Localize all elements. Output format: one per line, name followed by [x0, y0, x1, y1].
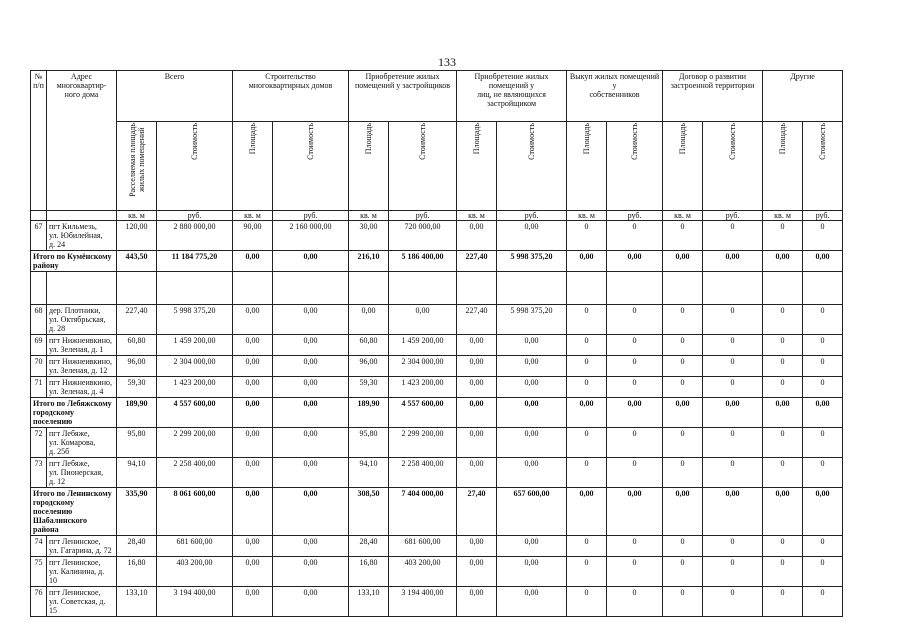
- row-number: 75: [31, 557, 47, 587]
- value-cell: 0,00: [663, 398, 703, 428]
- value-cell: 0: [567, 587, 607, 617]
- value-cell: 0: [663, 536, 703, 557]
- value-cell: 3 194 400,00: [157, 587, 233, 617]
- value-cell: 0: [567, 458, 607, 488]
- empty-cell: [457, 272, 497, 305]
- empty-cell: [233, 272, 273, 305]
- units-blank: [31, 211, 47, 221]
- value-cell: 0,00: [607, 398, 663, 428]
- value-cell: 0,00: [703, 251, 763, 272]
- value-cell: 227,40: [457, 251, 497, 272]
- value-cell: 0: [567, 536, 607, 557]
- value-cell: 189,90: [117, 398, 157, 428]
- value-cell: 0,00: [233, 458, 273, 488]
- value-cell: 0,00: [567, 398, 607, 428]
- sub-header-13: Стоимость: [803, 122, 843, 211]
- value-cell: 0: [763, 428, 803, 458]
- value-cell: 227,40: [457, 305, 497, 335]
- value-cell: 0: [763, 458, 803, 488]
- row-number: 74: [31, 536, 47, 557]
- value-cell: 0,00: [457, 356, 497, 377]
- table-row: [31, 458, 843, 488]
- unit-cell: руб.: [389, 211, 457, 221]
- row-address: пгт Ленинское, ул. Калинина, д. 10: [47, 557, 117, 587]
- value-cell: 2 299 200,00: [389, 428, 457, 458]
- value-cell: 0,00: [703, 398, 763, 428]
- total-row: [31, 398, 843, 428]
- empty-cell: [497, 272, 567, 305]
- value-cell: 0,00: [457, 587, 497, 617]
- value-cell: 0,00: [457, 377, 497, 398]
- value-cell: 0,00: [497, 398, 567, 428]
- value-cell: 0: [803, 305, 843, 335]
- value-cell: 59,30: [349, 377, 389, 398]
- row-address: пгт Нижнеивкино, ул. Зеленая, д. 1: [47, 335, 117, 356]
- value-cell: 2 258 400,00: [389, 458, 457, 488]
- value-cell: 0,00: [273, 305, 349, 335]
- value-cell: 0,00: [567, 488, 607, 536]
- group-header-other: Другие: [763, 71, 843, 122]
- value-cell: 1 423 200,00: [157, 377, 233, 398]
- value-cell: 0,00: [497, 377, 567, 398]
- value-cell: 0: [763, 221, 803, 251]
- sub-header-2: Площадь: [233, 122, 273, 211]
- value-cell: 0: [703, 587, 763, 617]
- value-cell: 0: [703, 335, 763, 356]
- value-cell: 28,40: [349, 536, 389, 557]
- value-cell: 0: [567, 557, 607, 587]
- group-header-buyout: Выкуп жилых помещений у собственников: [567, 71, 663, 122]
- value-cell: 95,80: [117, 428, 157, 458]
- value-cell: 0: [607, 335, 663, 356]
- value-cell: 0: [663, 335, 703, 356]
- total-row: [31, 488, 843, 536]
- value-cell: 0: [663, 587, 703, 617]
- value-cell: 0: [803, 557, 843, 587]
- value-cell: 0,00: [233, 428, 273, 458]
- value-cell: 0,00: [233, 587, 273, 617]
- value-cell: 2 304 000,00: [157, 356, 233, 377]
- empty-cell: [31, 272, 47, 305]
- value-cell: 0: [663, 428, 703, 458]
- unit-cell: кв. м: [763, 211, 803, 221]
- value-cell: 0: [607, 377, 663, 398]
- value-cell: 0: [607, 428, 663, 458]
- value-cell: 95,80: [349, 428, 389, 458]
- value-cell: 4 557 600,00: [389, 398, 457, 428]
- total-label: Итого по Кумёнскому району: [31, 251, 117, 272]
- value-cell: 0: [607, 587, 663, 617]
- value-cell: 0,00: [273, 536, 349, 557]
- value-cell: 0,00: [273, 428, 349, 458]
- empty-cell: [567, 272, 607, 305]
- value-cell: 657 600,00: [497, 488, 567, 536]
- table-row: [31, 221, 843, 251]
- value-cell: 0,00: [763, 251, 803, 272]
- value-cell: 0,00: [457, 557, 497, 587]
- sub-header-6: Площадь: [457, 122, 497, 211]
- row-number: 72: [31, 428, 47, 458]
- value-cell: 2 160 000,00: [273, 221, 349, 251]
- value-cell: 0: [567, 305, 607, 335]
- total-row: [31, 251, 843, 272]
- value-cell: 0,00: [273, 488, 349, 536]
- row-address: пгт Кильмезь, ул. Юбилейная, д. 24: [47, 221, 117, 251]
- value-cell: 59,30: [117, 377, 157, 398]
- value-cell: 0: [663, 377, 703, 398]
- value-cell: 16,80: [349, 557, 389, 587]
- unit-cell: кв. м: [117, 211, 157, 221]
- value-cell: 0,00: [763, 398, 803, 428]
- value-cell: 0,00: [233, 398, 273, 428]
- value-cell: 0: [663, 458, 703, 488]
- total-label: Итого по Ленинскому городскому поселению Шабалинского района: [31, 488, 117, 536]
- table-row: [31, 305, 843, 335]
- sub-header-5: Стоимость: [389, 122, 457, 211]
- value-cell: 5 998 375,20: [157, 305, 233, 335]
- value-cell: 0: [803, 335, 843, 356]
- value-cell: 0: [703, 557, 763, 587]
- value-cell: 0,00: [497, 428, 567, 458]
- value-cell: 120,00: [117, 221, 157, 251]
- unit-cell: руб.: [157, 211, 233, 221]
- value-cell: 0,00: [567, 251, 607, 272]
- value-cell: 0,00: [233, 335, 273, 356]
- table-row: [31, 587, 843, 617]
- value-cell: 0,00: [457, 458, 497, 488]
- value-cell: 0,00: [607, 251, 663, 272]
- table-row: [31, 377, 843, 398]
- value-cell: 5 998 375,20: [497, 251, 567, 272]
- value-cell: 0: [763, 587, 803, 617]
- value-cell: 0: [567, 428, 607, 458]
- col-address-header: Адрес многоквартир- ного дома: [47, 71, 117, 211]
- value-cell: 0: [803, 356, 843, 377]
- page-number: 133: [438, 55, 456, 69]
- value-cell: 0: [607, 458, 663, 488]
- value-cell: 0,00: [497, 356, 567, 377]
- empty-cell: [157, 272, 233, 305]
- value-cell: 0: [703, 356, 763, 377]
- value-cell: 0: [607, 536, 663, 557]
- row-address: пгт Нижнеивкино, ул. Зеленая, д. 12: [47, 356, 117, 377]
- value-cell: 0,00: [457, 398, 497, 428]
- value-cell: 1 459 200,00: [389, 335, 457, 356]
- value-cell: 0,00: [233, 488, 273, 536]
- row-number: 70: [31, 356, 47, 377]
- unit-cell: кв. м: [457, 211, 497, 221]
- value-cell: 403 200,00: [389, 557, 457, 587]
- value-cell: 0,00: [273, 251, 349, 272]
- value-cell: 2 258 400,00: [157, 458, 233, 488]
- value-cell: 96,00: [349, 356, 389, 377]
- value-cell: 0,00: [497, 536, 567, 557]
- value-cell: 0,00: [273, 356, 349, 377]
- unit-cell: кв. м: [567, 211, 607, 221]
- value-cell: 4 557 600,00: [157, 398, 233, 428]
- row-number: 76: [31, 587, 47, 617]
- value-cell: 0: [763, 377, 803, 398]
- sub-header-11: Стоимость: [703, 122, 763, 211]
- value-cell: 0,00: [663, 251, 703, 272]
- value-cell: 0: [567, 356, 607, 377]
- table-row: [31, 335, 843, 356]
- group-header-development-contract: Договор о развитии застроенной территории: [663, 71, 763, 122]
- empty-cell: [389, 272, 457, 305]
- value-cell: 0,00: [803, 488, 843, 536]
- value-cell: 0: [567, 221, 607, 251]
- row-address: дер. Плотники, ул. Октябрьская, д. 28: [47, 305, 117, 335]
- value-cell: 27,40: [457, 488, 497, 536]
- unit-cell: руб.: [607, 211, 663, 221]
- value-cell: 0,00: [457, 335, 497, 356]
- units-blank: [47, 211, 117, 221]
- empty-cell: [703, 272, 763, 305]
- row-number: 73: [31, 458, 47, 488]
- value-cell: 0,00: [389, 305, 457, 335]
- row-number: 71: [31, 377, 47, 398]
- value-cell: 2 299 200,00: [157, 428, 233, 458]
- table-body: [31, 221, 843, 617]
- sub-header-9: Стоимость: [607, 122, 663, 211]
- value-cell: 0: [663, 221, 703, 251]
- value-cell: 0: [763, 536, 803, 557]
- value-cell: 8 061 600,00: [157, 488, 233, 536]
- value-cell: 0: [803, 428, 843, 458]
- spacer-row: [31, 272, 843, 305]
- sub-header-8: Площадь: [567, 122, 607, 211]
- value-cell: 0,00: [497, 335, 567, 356]
- value-cell: 2 304 000,00: [389, 356, 457, 377]
- value-cell: 0,00: [763, 488, 803, 536]
- empty-cell: [663, 272, 703, 305]
- housing-table: [30, 70, 843, 617]
- value-cell: 5 998 375,20: [497, 305, 567, 335]
- value-cell: 0: [663, 557, 703, 587]
- row-number: 67: [31, 221, 47, 251]
- value-cell: 0,00: [233, 251, 273, 272]
- value-cell: 0: [607, 557, 663, 587]
- value-cell: 60,80: [117, 335, 157, 356]
- value-cell: 16,80: [117, 557, 157, 587]
- value-cell: 30,00: [349, 221, 389, 251]
- sub-header-0: Расселяемая площадь жилых помещений: [117, 122, 157, 211]
- value-cell: 0,00: [273, 458, 349, 488]
- value-cell: 681 600,00: [157, 536, 233, 557]
- value-cell: 443,50: [117, 251, 157, 272]
- value-cell: 0: [567, 377, 607, 398]
- header-row-groups: [31, 71, 843, 122]
- value-cell: 5 186 400,00: [389, 251, 457, 272]
- value-cell: 0,00: [273, 398, 349, 428]
- sub-header-1: Стоимость: [157, 122, 233, 211]
- table-row: [31, 356, 843, 377]
- value-cell: 0,00: [233, 356, 273, 377]
- value-cell: 94,10: [117, 458, 157, 488]
- value-cell: 0: [763, 557, 803, 587]
- value-cell: 2 880 000,00: [157, 221, 233, 251]
- value-cell: 0,00: [703, 488, 763, 536]
- value-cell: 96,00: [117, 356, 157, 377]
- value-cell: 0: [763, 305, 803, 335]
- value-cell: 0,00: [273, 335, 349, 356]
- table-row: [31, 557, 843, 587]
- value-cell: 0,00: [273, 377, 349, 398]
- col-num-header: № п/п: [31, 71, 47, 211]
- value-cell: 308,50: [349, 488, 389, 536]
- group-header-total: Всего: [117, 71, 233, 122]
- header-row-units: [31, 211, 843, 221]
- value-cell: 0: [803, 587, 843, 617]
- value-cell: 0: [803, 221, 843, 251]
- value-cell: 0: [803, 536, 843, 557]
- row-number: 68: [31, 305, 47, 335]
- value-cell: 7 404 000,00: [389, 488, 457, 536]
- unit-cell: кв. м: [233, 211, 273, 221]
- value-cell: 94,10: [349, 458, 389, 488]
- value-cell: 0: [803, 458, 843, 488]
- value-cell: 720 000,00: [389, 221, 457, 251]
- value-cell: 3 194 400,00: [389, 587, 457, 617]
- sub-header-12: Площадь: [763, 122, 803, 211]
- value-cell: 133,10: [117, 587, 157, 617]
- value-cell: 0: [663, 356, 703, 377]
- value-cell: 0: [703, 377, 763, 398]
- empty-cell: [349, 272, 389, 305]
- unit-cell: руб.: [703, 211, 763, 221]
- unit-cell: руб.: [273, 211, 349, 221]
- value-cell: 0,00: [803, 251, 843, 272]
- total-label: Итого по Лебяжскому городскому поселению: [31, 398, 117, 428]
- empty-cell: [117, 272, 157, 305]
- value-cell: 0: [703, 536, 763, 557]
- row-address: пгт Лебяже, ул. Комарова, д. 25б: [47, 428, 117, 458]
- value-cell: 0: [663, 305, 703, 335]
- value-cell: 0: [803, 377, 843, 398]
- value-cell: 28,40: [117, 536, 157, 557]
- value-cell: 0,00: [497, 221, 567, 251]
- empty-cell: [607, 272, 663, 305]
- sub-header-10: Площадь: [663, 122, 703, 211]
- value-cell: 0,00: [803, 398, 843, 428]
- value-cell: 0,00: [497, 458, 567, 488]
- row-address: пгт Нижнеивкино, ул. Зеленая, д. 4: [47, 377, 117, 398]
- group-header-construction: Строительство многоквартирных домов: [233, 71, 349, 122]
- sub-header-7: Стоимость: [497, 122, 567, 211]
- value-cell: 335,90: [117, 488, 157, 536]
- header-row-sub: [31, 122, 843, 211]
- value-cell: 0: [703, 428, 763, 458]
- value-cell: 0,00: [457, 221, 497, 251]
- group-header-purchase-nondevelopers: Приобретение жилых помещений у лиц, не являющихся застройщиком: [457, 71, 567, 122]
- value-cell: 0,00: [457, 428, 497, 458]
- value-cell: 1 423 200,00: [389, 377, 457, 398]
- value-cell: 0: [763, 335, 803, 356]
- value-cell: 0: [763, 356, 803, 377]
- value-cell: 0,00: [273, 557, 349, 587]
- value-cell: 11 184 775,20: [157, 251, 233, 272]
- value-cell: 0,00: [233, 536, 273, 557]
- table-row: [31, 428, 843, 458]
- empty-cell: [273, 272, 349, 305]
- value-cell: 403 200,00: [157, 557, 233, 587]
- row-address: пгт Лебяже, ул. Пионерская, д. 12: [47, 458, 117, 488]
- row-number: 69: [31, 335, 47, 356]
- table-row: [31, 536, 843, 557]
- value-cell: 0: [607, 221, 663, 251]
- unit-cell: руб.: [497, 211, 567, 221]
- value-cell: 0: [567, 335, 607, 356]
- value-cell: 0,00: [273, 587, 349, 617]
- value-cell: 0: [703, 221, 763, 251]
- value-cell: 0,00: [497, 587, 567, 617]
- empty-cell: [803, 272, 843, 305]
- unit-cell: кв. м: [663, 211, 703, 221]
- value-cell: 0: [607, 356, 663, 377]
- sub-header-3: Стоимость: [273, 122, 349, 211]
- value-cell: 0,00: [663, 488, 703, 536]
- unit-cell: кв. м: [349, 211, 389, 221]
- group-header-purchase-developers: Приобретение жилых помещений у застройщиков: [349, 71, 457, 122]
- value-cell: 0: [703, 458, 763, 488]
- sub-header-4: Площадь: [349, 122, 389, 211]
- value-cell: 0,00: [497, 557, 567, 587]
- value-cell: 0,00: [233, 557, 273, 587]
- value-cell: 0: [703, 305, 763, 335]
- value-cell: 0: [607, 305, 663, 335]
- value-cell: 681 600,00: [389, 536, 457, 557]
- value-cell: 227,40: [117, 305, 157, 335]
- value-cell: 0,00: [349, 305, 389, 335]
- value-cell: 1 459 200,00: [157, 335, 233, 356]
- value-cell: 133,10: [349, 587, 389, 617]
- row-address: пгт Ленинское, ул. Советская, д. 15: [47, 587, 117, 617]
- empty-cell: [763, 272, 803, 305]
- value-cell: 0,00: [233, 305, 273, 335]
- value-cell: 60,80: [349, 335, 389, 356]
- empty-cell: [47, 272, 117, 305]
- unit-cell: руб.: [803, 211, 843, 221]
- value-cell: 216,10: [349, 251, 389, 272]
- value-cell: 0,00: [233, 377, 273, 398]
- row-address: пгт Ленинское, ул. Гагарина, д. 72: [47, 536, 117, 557]
- value-cell: 189,90: [349, 398, 389, 428]
- value-cell: 90,00: [233, 221, 273, 251]
- value-cell: 0,00: [457, 536, 497, 557]
- value-cell: 0,00: [607, 488, 663, 536]
